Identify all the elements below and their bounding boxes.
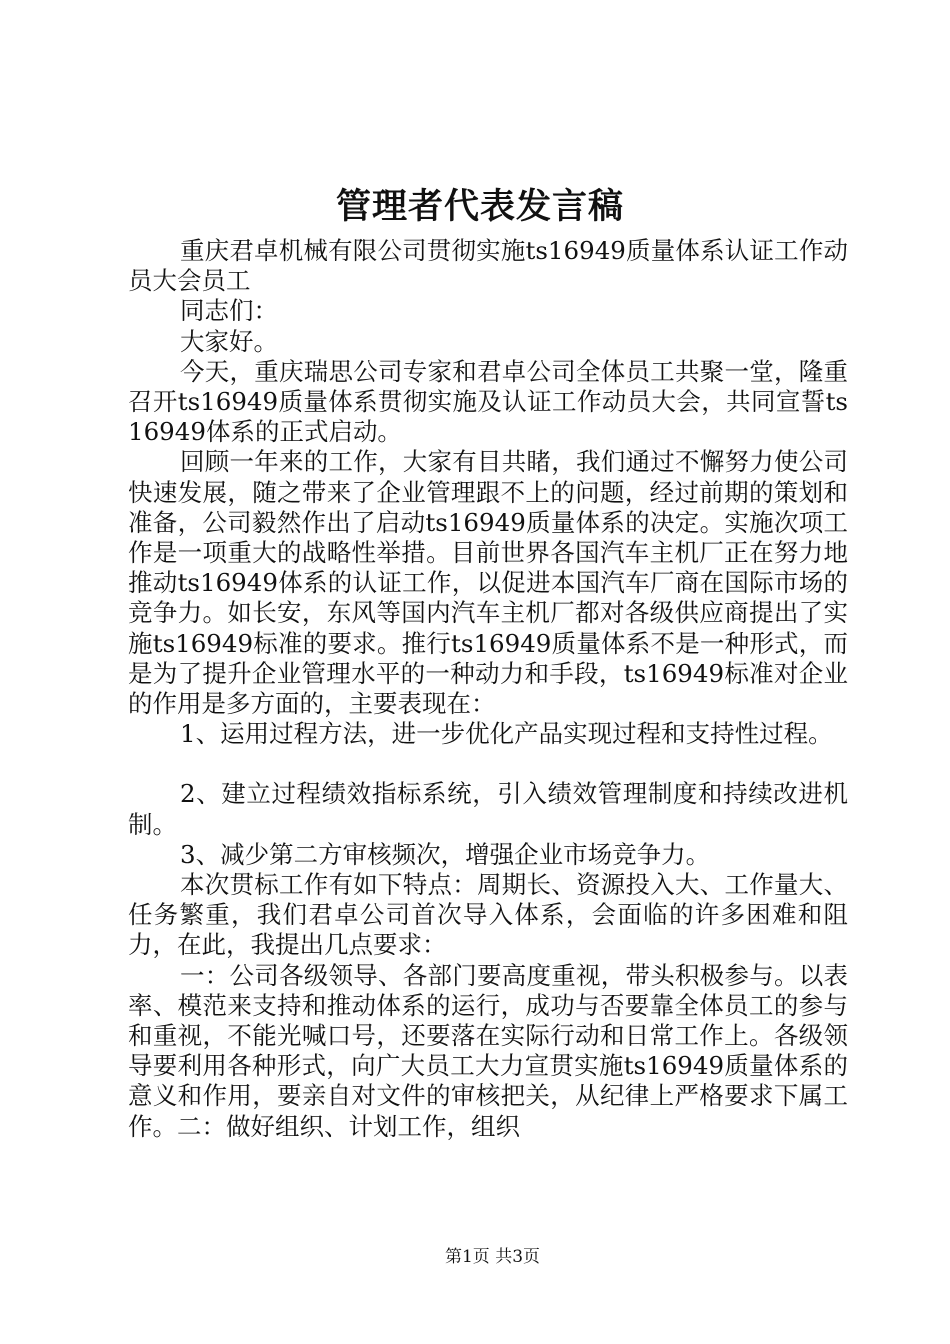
paragraph-point-3: 3、减少第二方审核频次，增强企业市场竞争力。 bbox=[180, 839, 711, 869]
paragraph-requirements: 一：公司各级领导、各部门要高度重视，带头积极参与。以表率、模范来支持和推动体系的运行，成功与否要靠全体员工的参与和重视，不能光喊口号，还要落在实际行动和日常工作上。各级领导要利用各种形式，向广大员工大力宣贯实施ts16949质量体系的意义和作用，要亲自对文件的审核把关，从纪律上严格要求下属工作。二：做好组织、计划工作，组织 bbox=[128, 960, 848, 1141]
document-title: 管理者代表发言稿 bbox=[335, 186, 624, 227]
paragraph-point-1: 1、运用过程方法，进一步优化产品实现过程和支持性过程。 bbox=[180, 719, 833, 749]
paragraph-point-2: 2、建立过程绩效指标系统，引入绩效管理制度和持续改进机制。 bbox=[128, 779, 848, 839]
page-footer: 第1页 共3页 bbox=[444, 1247, 541, 1267]
paragraph-review: 回顾一年来的工作，大家有目共睹，我们通过不懈努力使公司快速发展，随之带来了企业管理跟不上的问题，经过前期的策划和准备，公司毅然作出了启动ts16949质量体系的决定。实施次项工作是一项重大的战略性举措。目前世界各国汽车主机厂正在努力地推动ts16949体系的认证工作，以促进本国汽车厂商在国际市场的竞争力。如长安，东风等国内汽车主机厂都对各级供应商提出了实施ts16949标准的要求。推行ts16949质量体系不是一种形式，而是为了提升企业管理水平的一种动力和手段，ts16949标准对企业的作用是多方面的，主要表现在： bbox=[128, 447, 848, 719]
paragraph-heading-line: 重庆君卓机械有限公司贯彻实施ts16949质量体系认证工作动员大会员工 bbox=[128, 236, 848, 296]
paragraph-salutation: 同志们： bbox=[180, 296, 278, 326]
paragraph-opening: 今天，重庆瑞思公司专家和君卓公司全体员工共聚一堂，隆重召开ts16949质量体系贯彻实施及认证工作动员大会，共同宣誓ts16949体系的正式启动。 bbox=[128, 356, 848, 447]
paragraph-greeting: 大家好。 bbox=[180, 326, 278, 356]
document-body bbox=[128, 236, 848, 1142]
paragraph-features: 本次贯标工作有如下特点：周期长、资源投入大、工作量大、任务繁重，我们君卓公司首次导入体系，会面临的许多困难和阻力，在此，我提出几点要求： bbox=[128, 870, 848, 960]
